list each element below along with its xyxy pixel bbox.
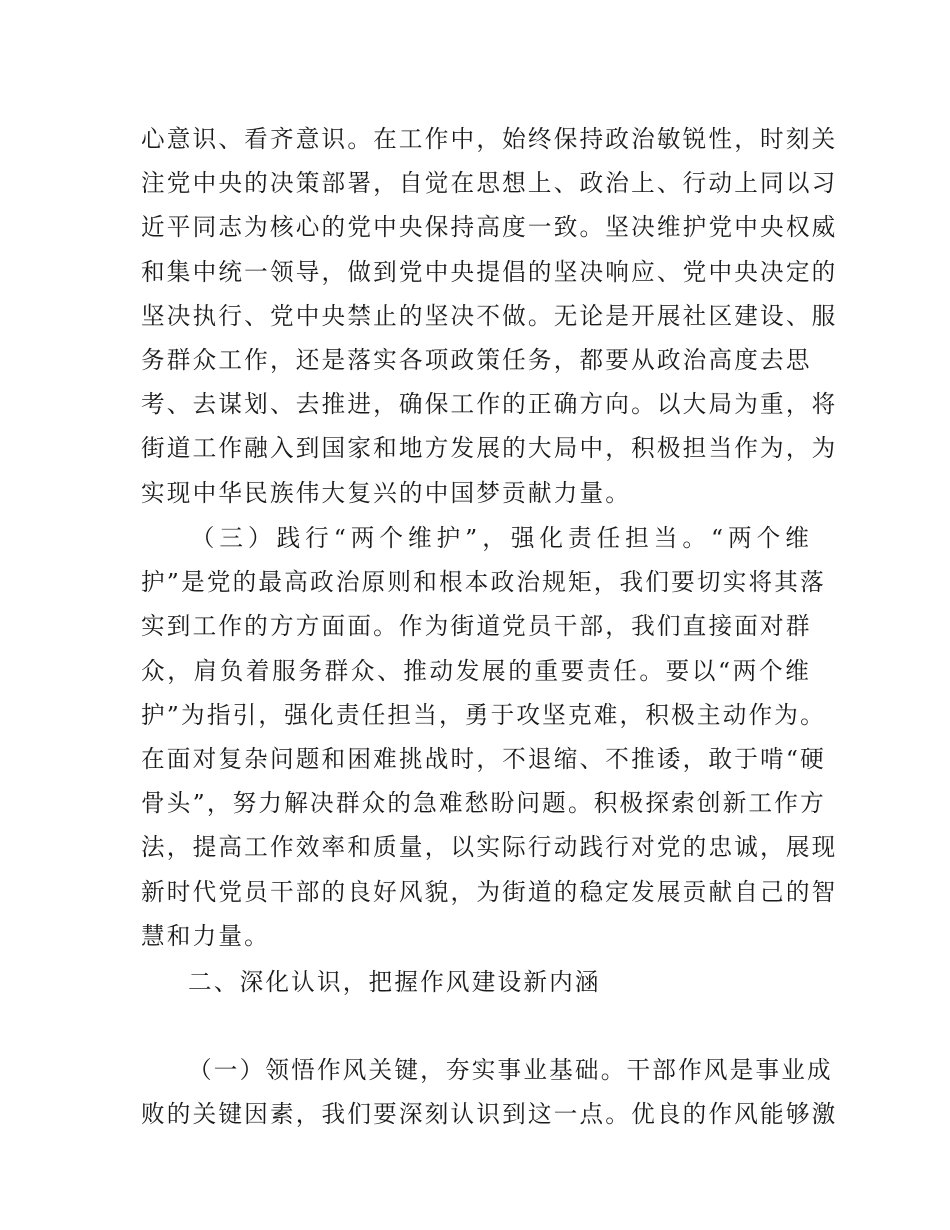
text-line-content: （一）领悟作风关键，夯实事业基础。干部作风是事业成: [188, 1056, 833, 1084]
text-line: 众，肩负着服务群众、推动发展的重要责任。要以“两个维: [141, 656, 811, 685]
text-line: 考、去谋划、去推进，确保工作的正确方向。以大局为重，将: [141, 390, 838, 419]
text-line: 注党中央的决策部署，自觉在思想上、政治上、行动上同以习: [141, 169, 838, 198]
heading-text: 二、深化认识，把握作风建设新内涵: [188, 968, 601, 996]
text-line: 护”为指引，强化责任担当，勇于攻坚克难，积极主动作为。: [141, 700, 826, 729]
text-line: 败的关键因素，我们要深刻认识到这一点。优良的作风能够激: [141, 1100, 838, 1129]
text-line: 护”是党的最高政治原则和根本政治规矩，我们要切实将其落: [141, 568, 826, 597]
text-line: 务群众工作，还是落实各项政策任务，都要从政治高度去思: [141, 346, 812, 375]
text-line: 新时代党员干部的良好风貌，为街道的稳定发展贡献自己的智: [141, 877, 838, 906]
text-line: 和集中统一领导，做到党中央提倡的坚决响应、党中央决定的: [141, 257, 838, 286]
heading-line: [141, 960, 811, 1004]
text-line: 近平同志为核心的党中央保持高度一致。坚决维护党中央权威: [141, 213, 838, 242]
text-line: 实到工作的方方面面。作为街道党员干部，我们直接面对群: [141, 612, 812, 641]
paragraph-two-safeguards: [141, 516, 838, 958]
text-line: 在面对复杂问题和困难挑战时，不退缩、不推诿，敢于啃“硬: [141, 745, 826, 774]
text-line: 慧和力量。: [141, 921, 270, 950]
paragraph-political-awareness: [141, 117, 838, 515]
text-line: 心意识、看齐意识。在工作中，始终保持政治敏锐性，时刻关: [141, 125, 838, 153]
text-line: 坚决执行、党中央禁止的坚决不做。无论是开展社区建设、服: [141, 301, 838, 330]
text-line: 骨头”，努力解决群众的急难愁盼问题。积极探索创新工作方: [141, 789, 826, 818]
text-line: [141, 1048, 833, 1092]
paragraph-work-style: [141, 1048, 838, 1136]
section-heading: [141, 960, 811, 1004]
text-line: 法，提高工作效率和质量，以实际行动践行对党的忠诚，展现: [141, 833, 838, 862]
text-line: [141, 516, 811, 560]
text-line-content: （三）践行“两个维护”，强化责任担当。“两个维: [188, 524, 811, 552]
text-line: 街道工作融入到国家和地方发展的大局中，积极担当作为，为: [141, 434, 838, 463]
text-line: 实现中华民族伟大复兴的中国梦贡献力量。: [141, 478, 632, 507]
